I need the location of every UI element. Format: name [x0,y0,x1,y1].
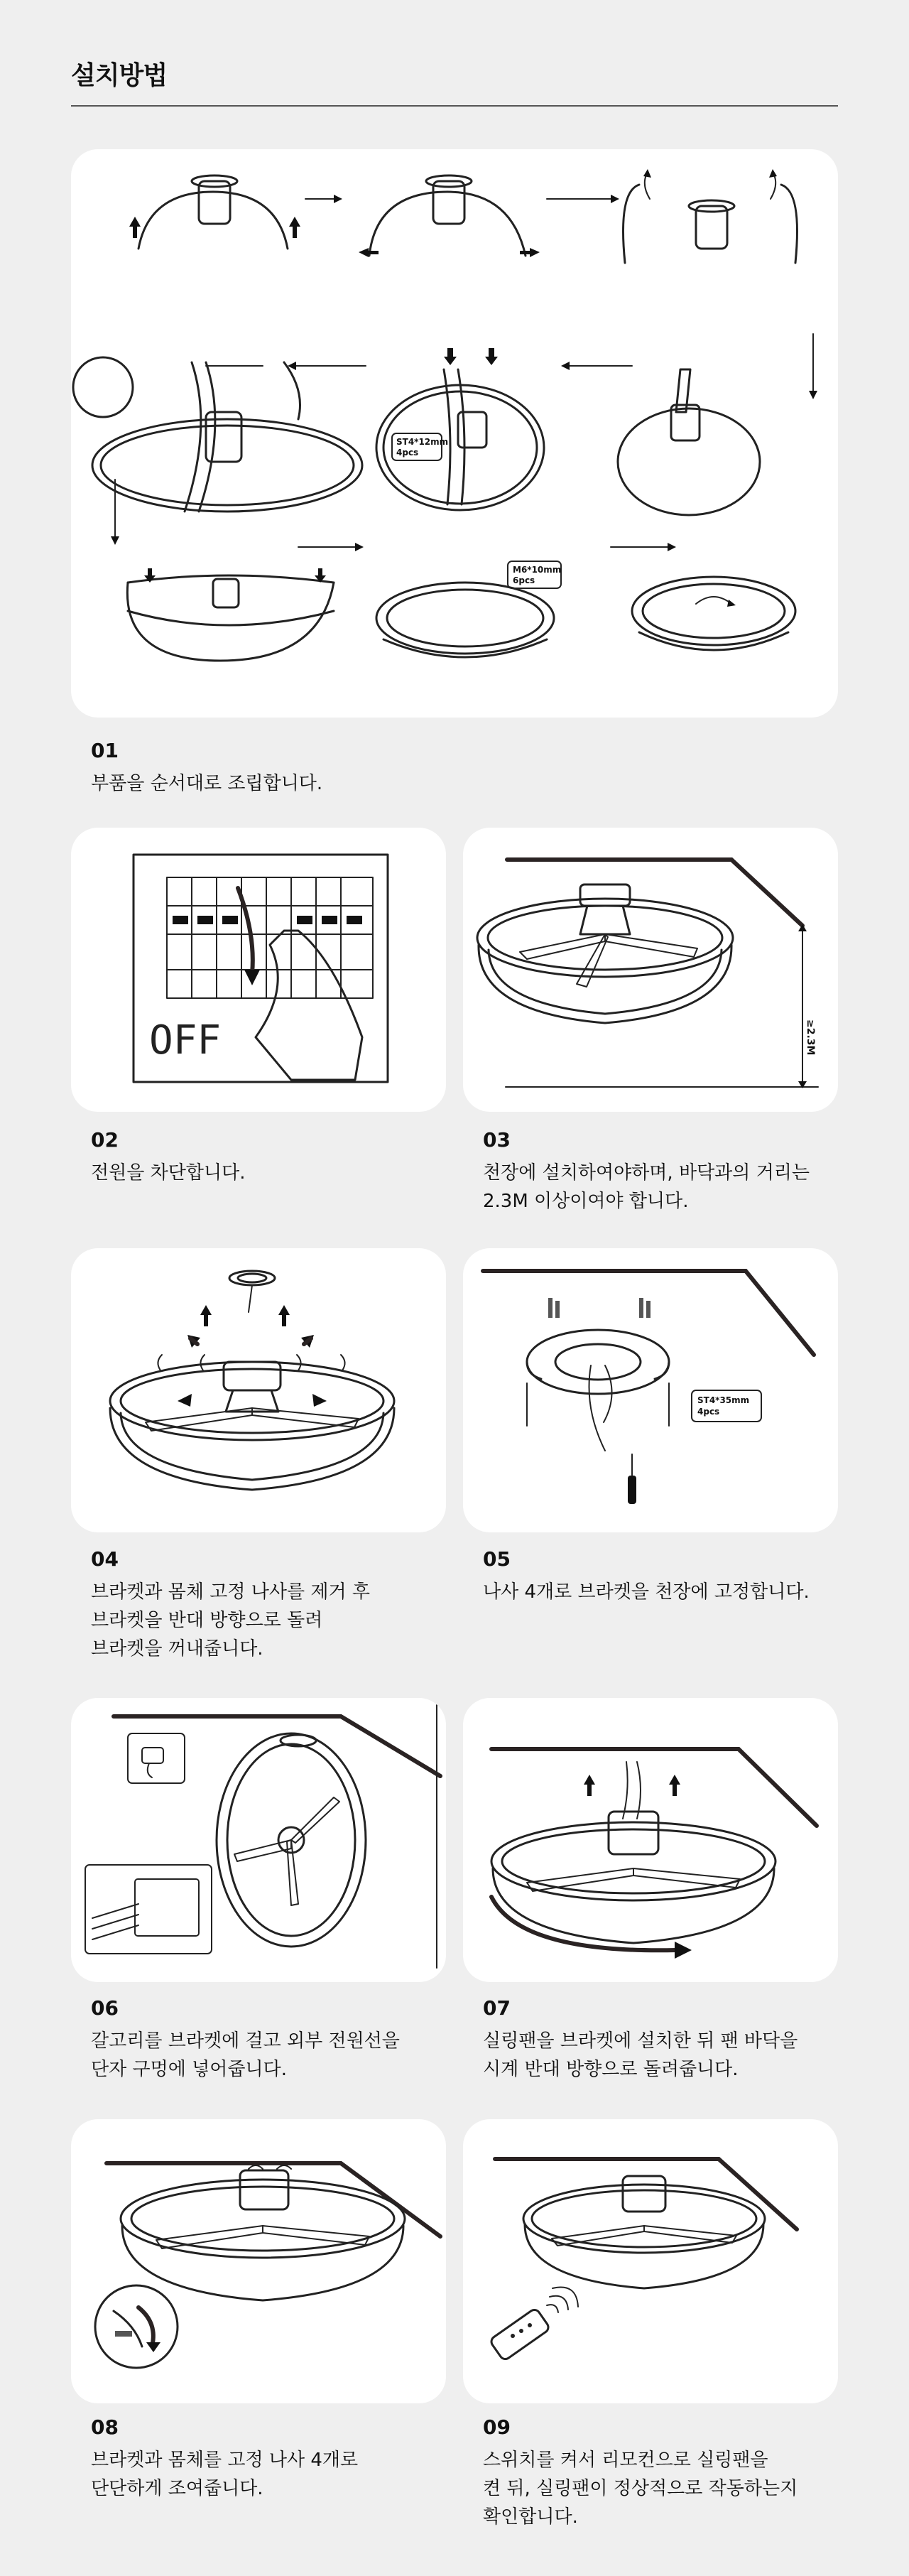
page-title: 설치방법 [71,61,168,90]
screw-label-st4-35: ST4*35mm [697,1395,750,1405]
step-number: 06 [91,1996,119,2020]
step-number: 09 [483,2415,511,2439]
assembly-row-1 [129,169,798,263]
screw-label-st4-12: ST4*12mm [396,437,449,447]
step-number: 04 [91,1547,119,1571]
step-02-caption [91,1128,245,1187]
step-number: 02 [91,1128,119,1152]
step-text-line: 단자 구멍에 넣어줍니다. [91,2059,287,2080]
step-01-caption [91,739,322,798]
step-04-illustration [71,1248,446,1532]
assembly-row-2 [73,334,817,545]
ceiling-fan [523,2176,765,2288]
step-text-line: 2.3M 이상이여야 합니다. [483,1191,689,1212]
step-09-caption [483,2415,798,2531]
step-text-line: 브라켓을 꺼내줍니다. [91,1638,263,1660]
step-08-illustration [71,2119,446,2403]
screw-count-label: 4pcs [697,1407,720,1417]
step-text-line: 브라켓과 몸체 고정 나사를 제거 후 [91,1581,370,1603]
step-05-caption [483,1547,810,1606]
mounting-bracket [527,1330,669,1394]
step-07-caption [483,1996,798,2084]
screw-detail-inset [95,2285,178,2368]
screw-count-label-1: 4pcs [396,448,419,458]
step-number: 08 [91,2415,119,2439]
ceiling-fan [121,2165,405,2300]
step-text-line: 나사 4개로 브라켓을 천장에 고정합니다. [483,1581,810,1603]
step-text-line: 갈고리를 브라켓에 걸고 외부 전원선을 [91,2030,400,2052]
remote-control-icon [489,2287,578,2361]
step-text-line: 스위치를 켜서 리모컨으로 실링팬을 [483,2450,768,2471]
step-03-illustration [463,828,838,1112]
step-text-line: 천장에 설치하여야하며, 바닥과의 거리는 [483,1162,810,1184]
step-text-line: 브라켓과 몸체를 고정 나사 4개로 [91,2450,359,2471]
ceiling-fan [477,884,733,1023]
step-06-illustration [71,1698,446,1982]
step-number: 05 [483,1547,511,1571]
step-04-caption [91,1547,370,1663]
step-07-illustration [463,1698,838,1982]
breaker-panel [167,877,373,998]
terminal-detail-inset [85,1865,212,1954]
step-text-line: 부품을 순서대로 조립합니다. [91,773,323,794]
screws [548,1298,651,1318]
step-08-caption [91,2415,358,2503]
step-text-line: 전원을 차단합니다. [91,1162,246,1184]
screw-count-label-2: 6pcs [513,575,535,585]
step-number: 01 [91,739,119,762]
ceiling-fan-vertical [217,1733,366,1947]
step-06-caption [91,1996,400,2084]
step-text-line: 확인합니다. [483,2506,578,2528]
ceiling-fan [110,1362,394,1490]
height-label: ≥2.3M [805,1019,816,1056]
step-text-line: 실링팬을 브라켓에 설치한 뒤 팬 바닥을 [483,2030,798,2052]
off-label: OFF [149,1017,222,1064]
title-divider [71,105,838,107]
step-text-line: 단단하게 조여줍니다. [91,2478,263,2499]
step-09-illustration [463,2119,838,2403]
step-text-line: 시계 반대 방향으로 돌려줍니다. [483,2059,739,2080]
step-text-line: 켠 뒤, 실링팬이 정상적으로 작동하는지 [483,2478,798,2499]
step-05-illustration [463,1248,838,1532]
step-text-line: 브라켓을 반대 방향으로 돌려 [91,1610,323,1631]
step-01-illustration [71,149,838,718]
ceiling-fan [491,1812,775,1943]
step-03-caption [483,1128,810,1216]
step-number: 03 [483,1128,511,1152]
hook-detail-inset [128,1733,185,1783]
step-02-illustration [71,828,446,1112]
screw-label-m6-10: M6*10mm [513,565,562,575]
step-number: 07 [483,1996,511,2020]
assembly-row-3 [127,543,795,661]
